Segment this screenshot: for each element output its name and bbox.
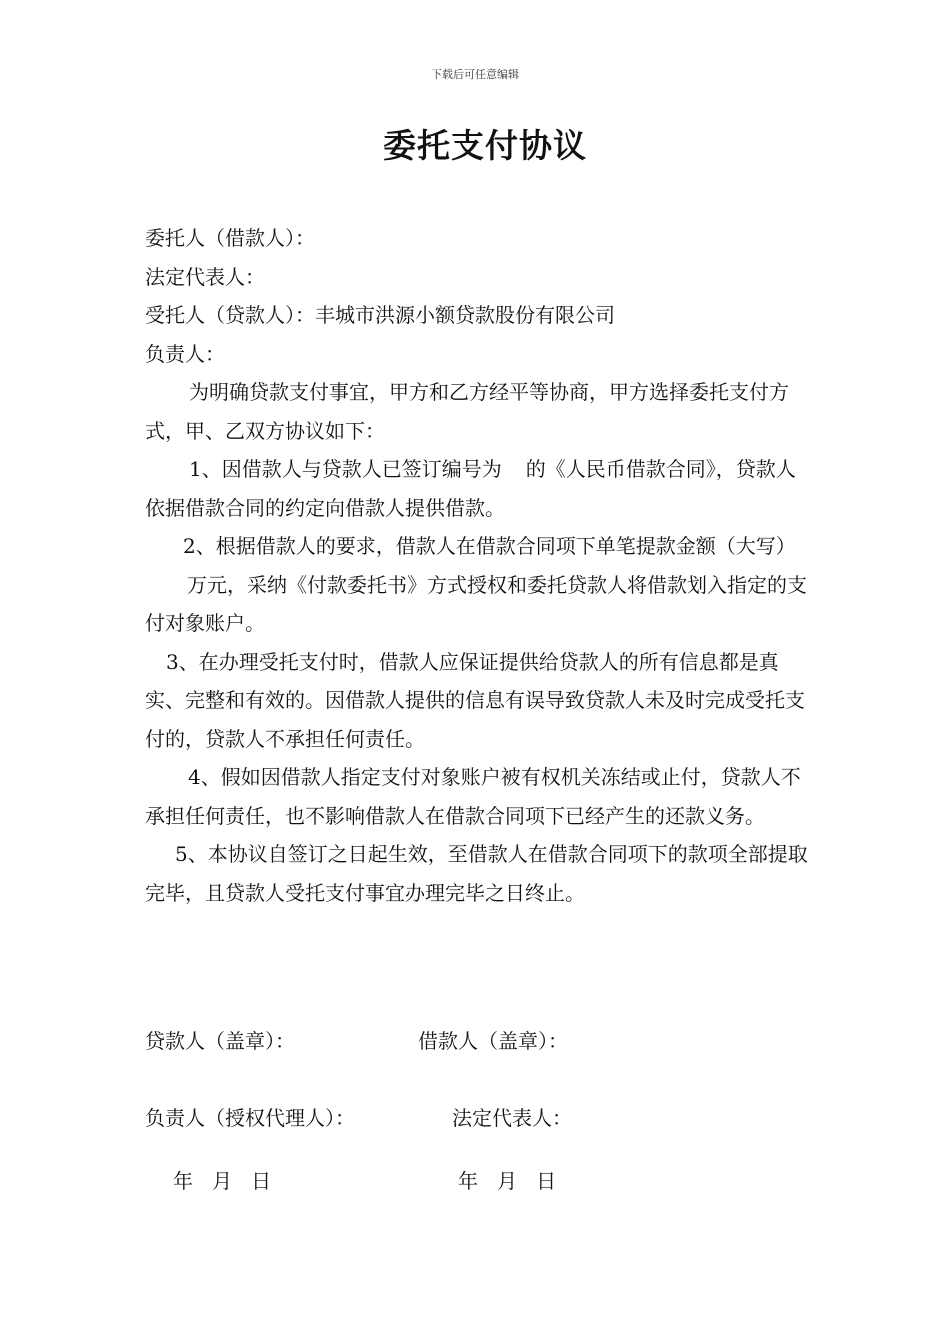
clause-2	[145, 527, 810, 643]
date-left: 年 月 日	[173, 1169, 272, 1193]
borrower-rep-label: 法定代表人：	[452, 1106, 572, 1130]
clause-1-text-b: 的《人民币借款合同》，贷款人依据借款合同的约定向借款人提供借款。	[145, 457, 796, 520]
lender-agent-label: 负责人（授权代理人）：	[145, 1106, 355, 1130]
clause-3: 3、在办理受托支付时，借款人应保证提供给贷款人的所有信息都是真实、完整和有效的。因借款人提供的信息有误导致贷款人未及时完成受托支付的，贷款人不承担任何责任。	[145, 649, 805, 751]
document-title: 委托支付协议	[383, 126, 587, 165]
header-note: 下载后可任意编辑	[431, 68, 519, 81]
clause-2-text-a: 2、根据借款人的要求，借款人在借款合同项下单笔提款金额（大写）	[183, 534, 796, 558]
clause-4: 4、假如因借款人指定支付对象账户被有权机关冻结或止付，贷款人不承担任何责任，也不影响借款人在借款合同项下已经产生的还款义务。	[145, 765, 801, 828]
clause-5: 5、本协议自签订之日起生效，至借款人在借款合同项下的款项全部提取完毕，且贷款人受托支付事宜办理完毕之日终止。	[145, 842, 808, 905]
intro-paragraph: 为明确贷款支付事宜，甲方和乙方经平等协商，甲方选择委托支付方式，甲、乙双方协议如下：	[145, 380, 789, 443]
date-right: 年 月 日	[458, 1169, 557, 1193]
lender-seal-label: 贷款人（盖章）：	[145, 1029, 295, 1053]
trustee-line: 受托人（贷款人）：丰城市洪源小额贷款股份有限公司	[145, 303, 615, 327]
borrower-seal-label: 借款人（盖章）：	[418, 1029, 568, 1053]
agreement-body	[145, 219, 810, 912]
principal-line: 委托人（借款人）：	[145, 226, 315, 250]
clause-1	[145, 450, 810, 527]
responsible-line: 负责人：	[145, 341, 225, 366]
clause-1-text-a: 1、因借款人与贷款人已签订编号为	[189, 457, 502, 481]
clause-2-text-b: 万元，采纳《付款委托书》方式授权和委托贷款人将借款划入指定的支付对象账户。	[145, 572, 807, 635]
legal-rep-line: 法定代表人：	[145, 264, 265, 289]
